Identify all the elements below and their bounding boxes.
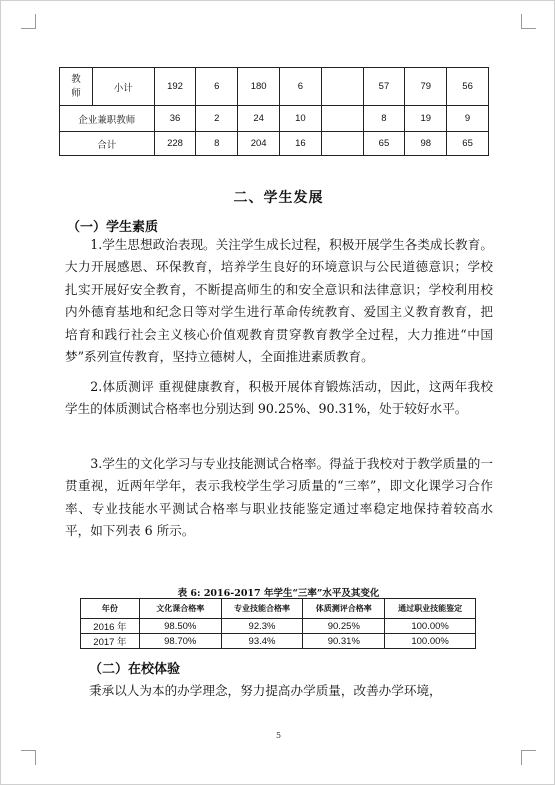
table-cell: 6 bbox=[196, 68, 238, 106]
table-cell bbox=[321, 68, 363, 106]
table-cell: 24 bbox=[238, 106, 280, 132]
table-cell: 100.00% bbox=[385, 634, 476, 649]
column-header: 专业技能合格率 bbox=[221, 599, 303, 619]
table-header-row bbox=[81, 599, 476, 619]
column-header: 通过职业技能鉴定 bbox=[385, 599, 476, 619]
table-cell: 98.50% bbox=[139, 619, 221, 634]
table-cell: 93.4% bbox=[221, 634, 303, 649]
rates-table bbox=[80, 598, 476, 649]
row-label: 企业兼职教师 bbox=[60, 106, 155, 132]
column-header: 年份 bbox=[81, 599, 140, 619]
table-cell: 180 bbox=[238, 68, 280, 106]
paragraph: 2.体质测评 重视健康教育，积极开展体育锻炼活动，因此，这两年我校学生的体质测试合格率也分别达到 90.25%、90.31%，处于较好水平。 bbox=[65, 379, 493, 417]
table-cell: 65 bbox=[363, 132, 405, 156]
row-label: 小计 bbox=[92, 68, 154, 106]
paragraph: 3.学生的文化学习与专业技能测试合格率。得益于我校对于教学质量的一贯重视，近两年学年，表示我校学生学习质量的“三率”，即文化课学习合作率、专业技能水平测试合格率与职业技能鉴定通过率稳定地保持着较高水平，如下列表 6 所示。 bbox=[65, 456, 493, 539]
table-cell: 36 bbox=[154, 106, 196, 132]
table-cell: 98.70% bbox=[139, 634, 221, 649]
paragraph: 秉承以人为本的办学理念，努力提高办学质量，改善办学环境， bbox=[89, 683, 442, 698]
table-cell: 192 bbox=[154, 68, 196, 106]
table-cell: 204 bbox=[238, 132, 280, 156]
row-group-label: 教师 bbox=[60, 68, 93, 106]
table-cell: 2017 年 bbox=[81, 634, 140, 649]
table-cell: 57 bbox=[363, 68, 405, 106]
table-row bbox=[81, 619, 476, 634]
table-cell: 16 bbox=[280, 132, 322, 156]
staff-table bbox=[59, 67, 489, 156]
table-row bbox=[60, 68, 489, 106]
table-cell bbox=[321, 106, 363, 132]
crop-mark bbox=[521, 14, 536, 29]
table-cell: 100.00% bbox=[385, 619, 476, 634]
table-cell: 65 bbox=[447, 132, 489, 156]
table-cell: 2 bbox=[196, 106, 238, 132]
table-cell: 8 bbox=[196, 132, 238, 156]
table-cell: 8 bbox=[363, 106, 405, 132]
table-cell: 9 bbox=[447, 106, 489, 132]
table-row bbox=[60, 106, 489, 132]
table-cell: 92.3% bbox=[221, 619, 303, 634]
table-cell: 10 bbox=[280, 106, 322, 132]
table-row bbox=[81, 634, 476, 649]
table-cell: 79 bbox=[405, 68, 447, 106]
table-cell: 6 bbox=[280, 68, 322, 106]
row-label: 合计 bbox=[60, 132, 155, 156]
crop-mark bbox=[21, 14, 36, 29]
subsection-title: （一）学生素质 bbox=[67, 220, 159, 235]
table-cell: 2016 年 bbox=[81, 619, 140, 634]
table-cell bbox=[321, 132, 363, 156]
table-cell: 19 bbox=[405, 106, 447, 132]
crop-mark bbox=[521, 750, 536, 765]
page-number: 5 bbox=[275, 731, 282, 740]
table-cell: 56 bbox=[447, 68, 489, 106]
table-cell: 90.25% bbox=[303, 619, 385, 634]
subsection-title: （二）在校体验 bbox=[89, 662, 181, 677]
table-caption: 表 6: 2016-2017 年学生“三率”水平及其变化 bbox=[177, 588, 380, 599]
table-row bbox=[60, 132, 489, 156]
table-cell: 228 bbox=[154, 132, 196, 156]
column-header: 体质测评合格率 bbox=[303, 599, 385, 619]
column-header: 文化课合格率 bbox=[139, 599, 221, 619]
table-cell: 90.31% bbox=[303, 634, 385, 649]
crop-mark bbox=[21, 750, 36, 765]
paragraph: 1.学生思想政治表现。关注学生成长过程，积极开展学生各类成长教育。大力开展感恩、环保教育，培养学生良好的环境意识与公民道德意识；学校扎实开展好安全教育，不断提高师生的和安全意识和法律意识；学校利用校内外德育基地和纪念日等对学生进行革命传统教育、爱国主义教育教育，把培育和践行社会主义核心价值观教育贯穿教育教学全过程，大力推进“中国梦”系列宣传教育，坚持立德树人，全面推进素质教育。 bbox=[65, 237, 493, 365]
table-cell: 98 bbox=[405, 132, 447, 156]
section-title: 二、学生发展 bbox=[233, 190, 324, 206]
